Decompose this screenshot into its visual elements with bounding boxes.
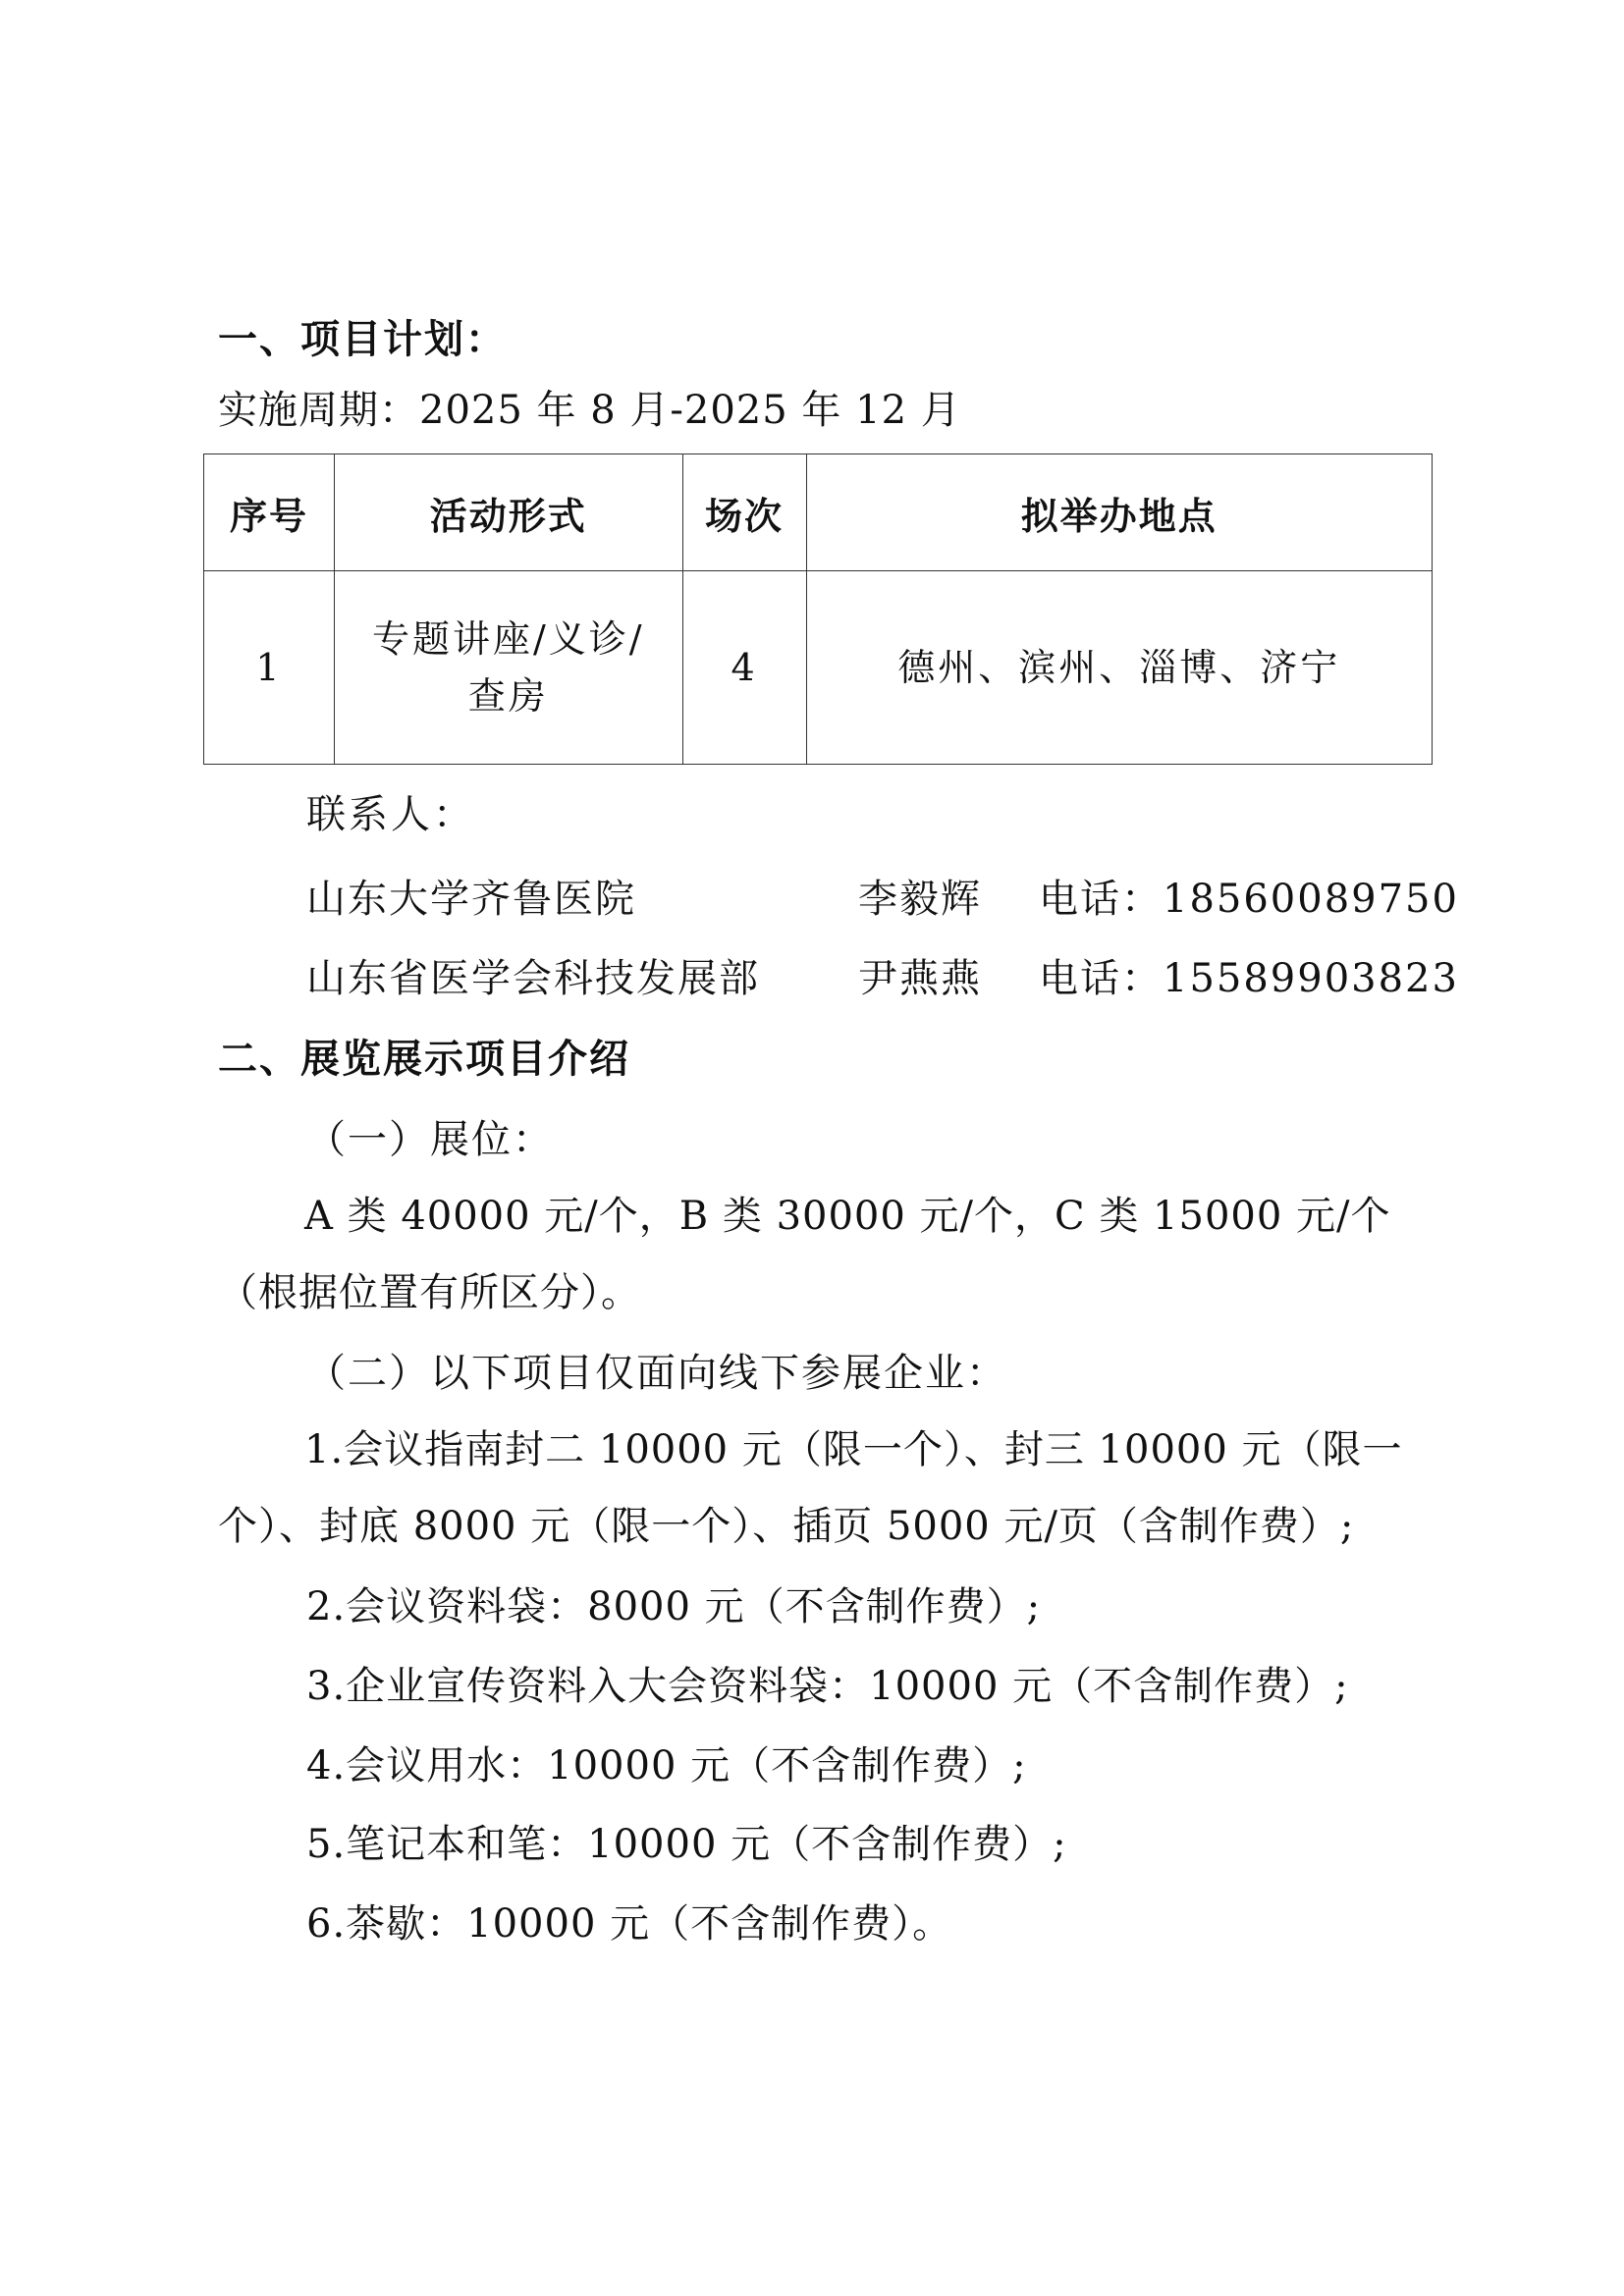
header-sessions: 场次	[682, 454, 806, 571]
contact-label: 联系人：	[306, 792, 475, 837]
header-activity-form: 活动形式	[334, 454, 682, 571]
list-item: 1.会议指南封二 10000 元（限一个）、封三 10000 元（限一个）、封底 8000 元（限一个）、插页 5000 元/页（含制作费）;	[218, 1427, 1403, 1549]
implementation-period: 实施周期：2025 年 8 月-2025 年 12 月	[218, 388, 961, 433]
cell-location: 德州、滨州、淄博、济宁	[806, 571, 1432, 765]
list-item: 5.笔记本和笔：10000 元（不含制作费）;	[306, 1822, 1067, 1867]
contact-person: 尹燕燕	[858, 956, 982, 1001]
booth-pricing-paragraph: A 类 40000 元/个，B 类 30000 元/个，C 类 15000 元/个（根据位置有所区分）。	[218, 1194, 1391, 1315]
subsection-booth-heading: （一）展位：	[306, 1117, 554, 1162]
list-item: 6.茶歇：10000 元（不含制作费）。	[306, 1901, 953, 1947]
table-header-row	[204, 454, 1433, 571]
activity-form-line1: 专题讲座/义诊/	[371, 617, 645, 661]
section2-heading: 二、展览展示项目介绍	[218, 1037, 630, 1082]
project-plan-table	[203, 454, 1433, 765]
contact-phone: 电话：15589903823	[1039, 956, 1459, 1001]
section1-heading: 一、项目计划：	[218, 317, 507, 362]
header-seq: 序号	[204, 454, 335, 571]
contact-org: 山东大学齐鲁医院	[306, 877, 636, 922]
header-location: 拟举办地点	[806, 454, 1432, 571]
contact-phone: 电话：18560089750	[1039, 877, 1459, 922]
list-item: 4.会议用水：10000 元（不含制作费）;	[306, 1743, 1027, 1789]
contact-org: 山东省医学会科技发展部	[306, 956, 760, 1001]
list-item: 3.企业宣传资料入大会资料袋：10000 元（不含制作费）;	[306, 1664, 1349, 1709]
subsection-offline-heading: （二）以下项目仅面向线下参展企业：	[306, 1351, 1007, 1396]
cell-sessions: 4	[682, 571, 806, 765]
activity-form-line2: 查房	[467, 674, 549, 718]
list-item: 2.会议资料袋：8000 元（不含制作费）;	[306, 1584, 1042, 1629]
table-row	[204, 571, 1433, 765]
contact-person: 李毅辉	[858, 877, 982, 922]
cell-seq: 1	[204, 571, 335, 765]
cell-activity-form	[334, 571, 682, 765]
